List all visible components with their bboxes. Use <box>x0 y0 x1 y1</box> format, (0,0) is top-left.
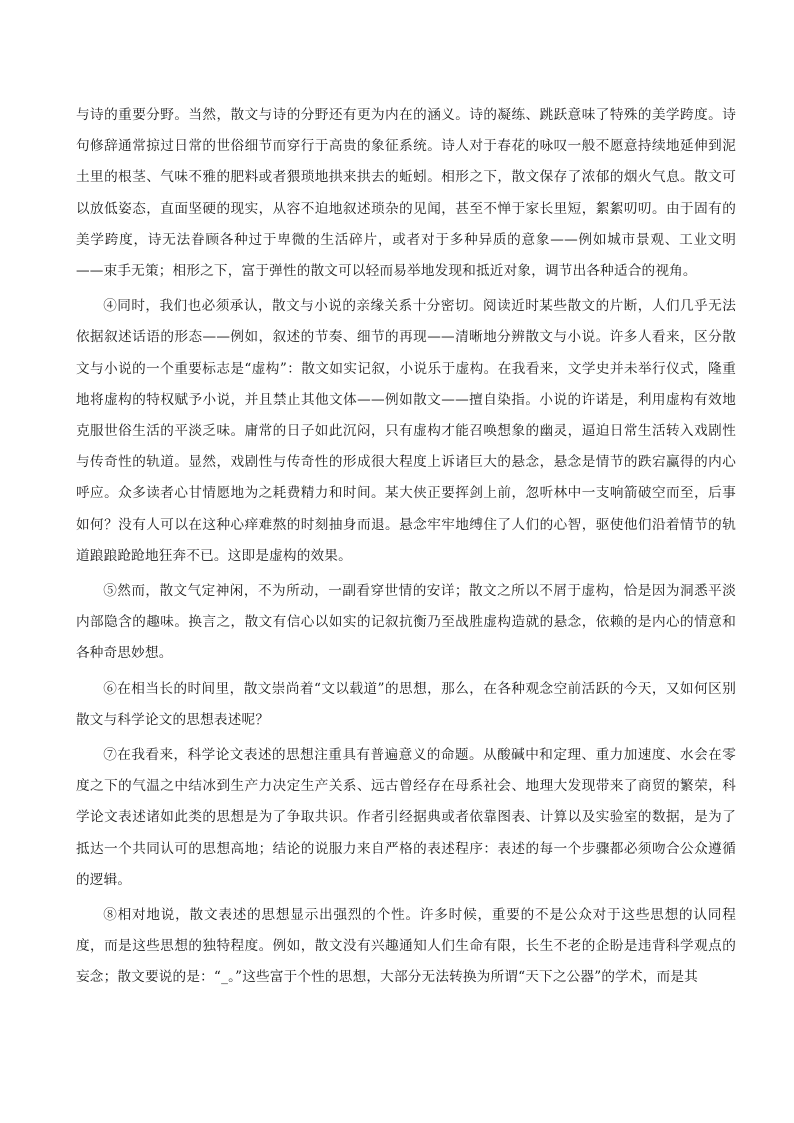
paragraph-continued: 与诗的重要分野。当然，散文与诗的分野还有更为内在的涵义。诗的凝练、跳跃意味了特殊的美学跨度。诗句修辞通常掠过日常的世俗细节而穿行于高贵的象征系统。诗人对于春花的咏叹一般不愿意持续地延伸到泥土里的根茎、气味不雅的肥料或者猥琐地拱来拱去的蚯蚓。相形之下，散文保存了浓郁的烟火气息。散文可以放低姿态，直面坚硬的现实，从容不迫地叙述琐杂的见闻，甚至不惮于家长里短，絮絮叨叨。由于固有的美学跨度，诗无法眷顾各种过于卑微的生活碎片，或者对于多种异质的意象——例如城市景观、工业文明——束手无策；相形之下，富于弹性的散文可以轻而易举地发现和抵近对象，调节出各种适合的视角。 <box>76 107 736 280</box>
paragraph-6: ⑥在相当长的时间里，散文崇尚着“文以载道”的思想，那么，在各种观念空前活跃的今天，又如何区别散文与科学论文的思想表述呢？ <box>76 680 736 728</box>
paragraph-7: ⑦在我看来，科学论文表述的思想注重具有普遍意义的命题。从酸碱中和定理、重力加速度、水会在零度之下的气温之中结冰到生产力决定生产关系、远古曾经存在母系社会、地理大发现带来了商贸的繁荣，科学论文表述诸如此类的思想是为了争取共识。作者引经据典或者依靠图表、计算以及实验室的数据，是为了抵达一个共同认可的思想高地；结论的说服力来自严格的表述程序：表述的每一个步骤都必须吻合公众遵循的逻辑。 <box>76 747 736 888</box>
paragraph-4: ④同时，我们也必须承认，散文与小说的亲缘关系十分密切。阅读近时某些散文的片断，人们几乎无法依据叙述话语的形态——例如，叙述的节奏、细节的再现——清晰地分辨散文与小说。许多人看来，区分散文与小说的一个重要标志是“虚构”：散文如实记叙，小说乐于虚构。在我看来，文学史并未举行仪式，隆重地将虚构的特权赋予小说，并且禁止其他文体——例如散文——擅自染指。小说的许诺是，利用虚构有效地克服世俗生活的平淡乏味。庸常的日子如此沉闷，只有虚构才能召唤想象的幽灵，逼迫日常生活转入戏剧性与传奇性的轨道。显然，戏剧性与传奇性的形成很大程度上诉诸巨大的悬念，悬念是情节的跌宕赢得的内心呼应。众多读者心甘情愿地为之耗费精力和时间。某大侠正要挥剑上前，忽听林中一支响箭破空而至，后事如何？没有人可以在这种心痒难熬的时刻抽身而退。悬念牢牢地缚住了人们的心智，驱使他们沿着情节的轨道踉踉跄跄地狂奔不已。这即是虚构的效果。 <box>76 298 736 564</box>
paragraph-8: ⑧相对地说，散文表述的思想显示出强烈的个性。许多时候，重要的不是公众对于这些思想的认同程度，而是这些思想的独特程度。例如，散文没有兴趣通知人们生命有限，长生不老的企盼是违背科学观点的妄念；散文要说的是：“_。”这些富于个性的思想，大部分无法转换为所谓“天下之公器”的学术，而是其 <box>76 907 736 986</box>
paragraph-5: ⑤然而，散文气定神闲，不为所动，一副看穿世情的安详；散文之所以不屑于虚构，恰是因为洞悉平淡内部隐含的趣味。换言之，散文有信心以如实的记叙抗衡乃至战胜虚构造就的悬念，依赖的是内心的情意和各种奇思妙想。 <box>76 583 736 662</box>
article-body <box>76 100 736 994</box>
